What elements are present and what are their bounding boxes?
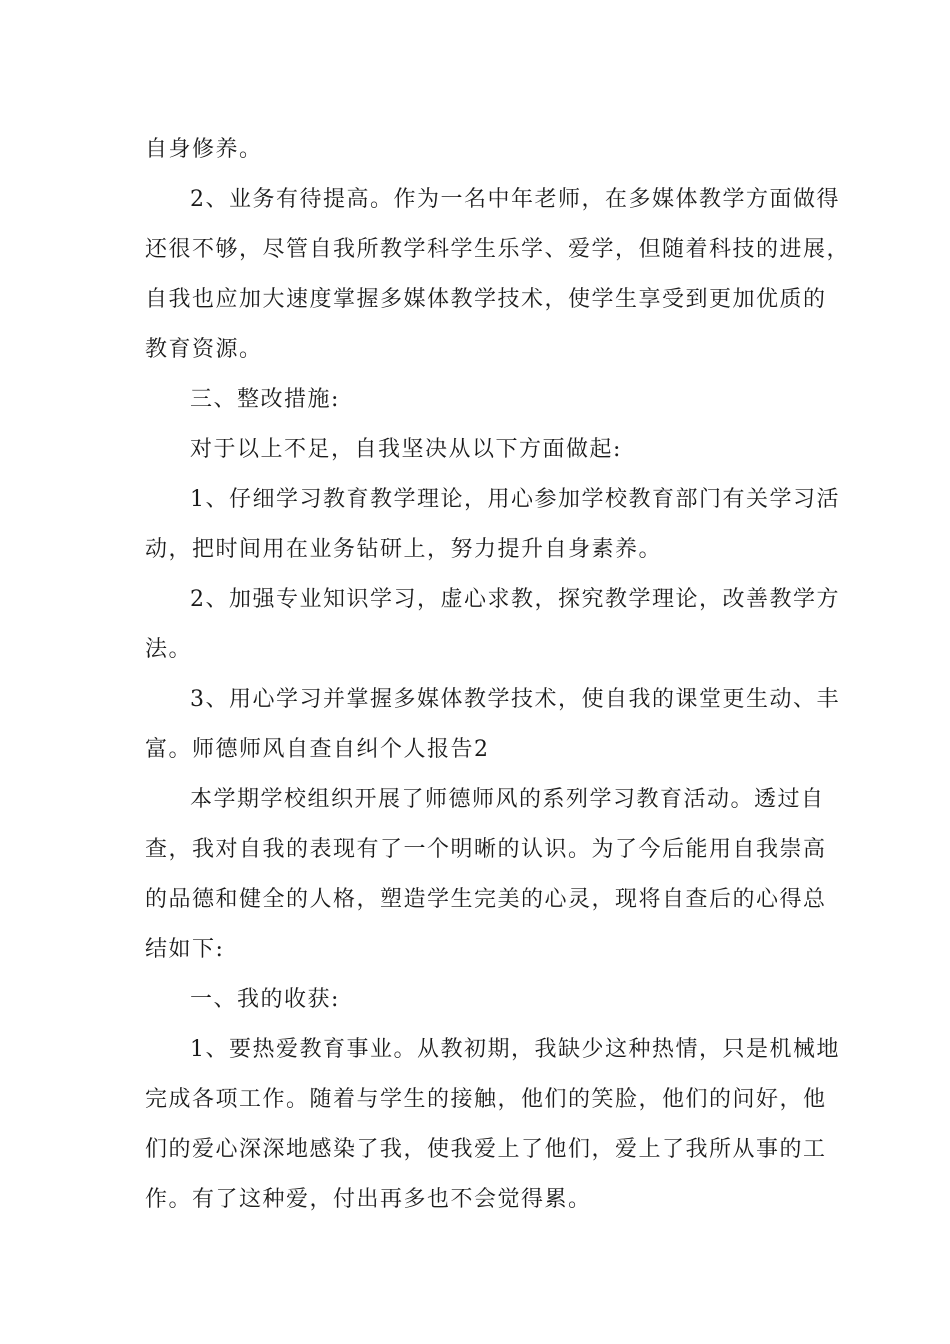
text-line: 作。有了这种爱，付出再多也不会觉得累。 [145, 1187, 592, 1212]
text-line: 动，把时间用在业务钻研上，努力提升自身素养。 [145, 537, 663, 562]
text-line: 教育资源。 [145, 337, 263, 362]
text-line: 的品德和健全的人格，塑造学生完美的心灵，现将自查后的心得总 [145, 887, 827, 912]
text-line: 完成各项工作。随着与学生的接触，他们的笑脸，他们的问好，他 [145, 1087, 827, 1112]
text-line: 本学期学校组织开展了师德师风的系列学习教育活动。透过自 [190, 787, 825, 812]
text-line: 2、业务有待提高。作为一名中年老师，在多媒体教学方面做得 [190, 187, 840, 212]
text-line: 1、要热爱教育事业。从教初期，我缺少这种热情，只是机械地 [190, 1037, 840, 1062]
text-line: 们的爱心深深地感染了我，使我爱上了他们，爱上了我所从事的工 [145, 1137, 827, 1162]
text-line: 法。 [145, 637, 193, 662]
text-line: 自身修养。 [145, 137, 263, 162]
report-title-line: 富。师德师风自查自纠个人报告2 [145, 737, 490, 762]
text-line: 还很不够，尽管自我所教学科学生乐学、爱学，但随着科技的进展， [145, 237, 851, 262]
text-line: 自我也应加大速度掌握多媒体教学技术，使学生享受到更加优质的 [145, 287, 827, 312]
section-heading: 三、整改措施: [190, 387, 340, 412]
text-line: 结如下: [145, 937, 225, 962]
section-heading: 一、我的收获: [190, 987, 340, 1012]
text-line: 对于以上不足，自我坚决从以下方面做起: [190, 437, 622, 462]
text-line: 2、加强专业知识学习，虚心求教，探究教学理论，改善教学方 [190, 587, 840, 612]
text-line: 3、用心学习并掌握多媒体教学技术，使自我的课堂更生动、丰 [190, 687, 840, 712]
text-line: 查，我对自我的表现有了一个明晰的认识。为了今后能用自我崇高 [145, 837, 827, 862]
text-line: 1、仔细学习教育教学理论，用心参加学校教育部门有关学习活 [190, 487, 840, 512]
